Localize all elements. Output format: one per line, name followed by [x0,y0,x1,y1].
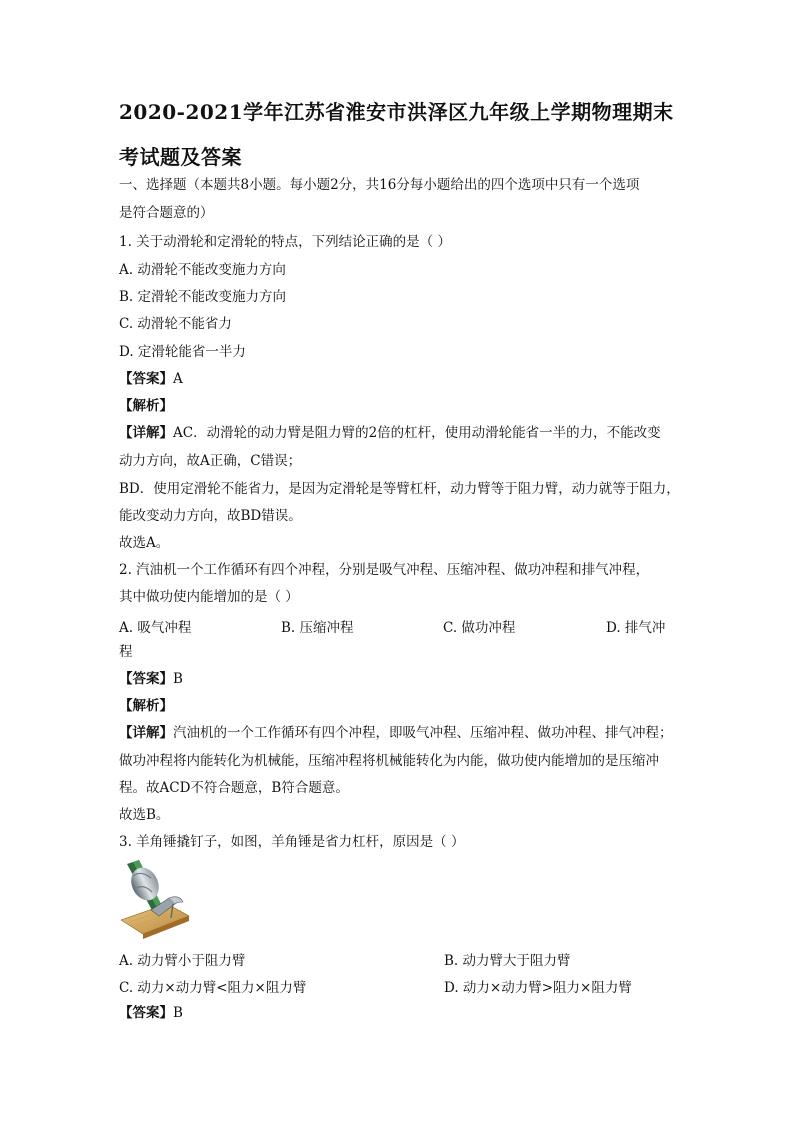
q2-detail-line2: 做功冲程将内能转化为机械能，压缩冲程将机械能转化为内能，做功使内能增加的是压缩冲 [119,753,659,769]
q3-option-d: D. 动力×动力臂>阻力×阻力臂 [444,980,632,996]
q2-detail-line1 [119,724,673,742]
claw-hammer-figure [119,858,191,940]
q1-detail-line2: 动力方向，故A正确，C错误； [119,453,302,469]
detail-tag: 【详解】 [119,425,173,441]
document-title-line2: 考试题及答案 [119,145,242,169]
q2-detail-line3: 程。故ACD不符合题意，B符合题意。 [119,780,349,796]
q1-detail-line4: 能改变动力方向，故BD错误。 [119,508,302,524]
q2-conclusion: 故选B。 [119,807,170,823]
q2-option-wrap: 程 [119,644,133,660]
answer-value: A [173,371,183,387]
q3-answer [119,1004,183,1022]
q2-option-a: A. 吸气冲程 [119,620,192,636]
section-heading-line2: 是符合题意的） [119,205,214,221]
q1-conclusion: 故选A。 [119,535,170,551]
detail-tag: 【详解】 [119,725,173,741]
q1-answer [119,370,183,388]
answer-value: B [173,671,183,687]
q2-analysis-tag: 【解析】 [119,698,173,714]
q1-detail-line3: BD．使用定滑轮不能省力，是因为定滑轮是等臂杠杆，动力臂等于阻力臂，动力就等于阻力， [119,481,680,497]
q3-option-a: A. 动力臂小于阻力臂 [119,953,246,969]
q2-stem-line2: 其中做功使内能增加的是（ ） [119,589,299,605]
q1-option-c: C. 动滑轮不能省力 [119,316,232,332]
q1-analysis-tag: 【解析】 [119,398,173,414]
q1-option-a: A. 动滑轮不能改变施力方向 [119,262,286,278]
q2-answer [119,670,183,688]
q2-option-b: B. 压缩冲程 [281,620,354,636]
detail-text: AC．动滑轮的动力臂是阻力臂的2倍的杠杆，使用动滑轮能省一半的力，不能改变 [173,425,661,441]
q3-option-b: B. 动力臂大于阻力臂 [444,953,571,969]
section-heading-line1: 一、选择题（本题共8小题。每小题2分，共16分每小题给出的四个选项中只有一个选项 [119,177,640,193]
q1-option-b: B. 定滑轮不能改变施力方向 [119,289,287,305]
q2-option-c: C. 做功冲程 [443,620,516,636]
answer-tag: 【答案】 [119,1005,173,1021]
q2-stem-line1: 2. 汽油机一个工作循环有四个冲程，分别是吸气冲程、压缩冲程、做功冲程和排气冲程， [119,562,650,578]
q3-stem: 3. 羊角锤撬钉子，如图，羊角锤是省力杠杆，原因是（ ） [119,834,465,850]
answer-tag: 【答案】 [119,371,173,387]
q2-option-d: D. 排气冲 [606,620,666,636]
q1-detail-line1 [119,424,661,442]
detail-text: 汽油机的一个工作循环有四个冲程，即吸气冲程、压缩冲程、做功冲程、排气冲程； [173,725,673,741]
document-title-line1: 2020-2021学年江苏省淮安市洪泽区九年级上学期物理期末 [119,100,674,124]
claw-hammer-illustration [119,858,191,940]
q3-option-c: C. 动力×动力臂<阻力×阻力臂 [119,980,307,996]
q1-option-d: D. 定滑轮能省一半力 [119,344,246,360]
answer-tag: 【答案】 [119,671,173,687]
q1-stem: 1. 关于动滑轮和定滑轮的特点，下列结论正确的是（ ） [119,234,451,250]
answer-value: B [173,1005,183,1021]
